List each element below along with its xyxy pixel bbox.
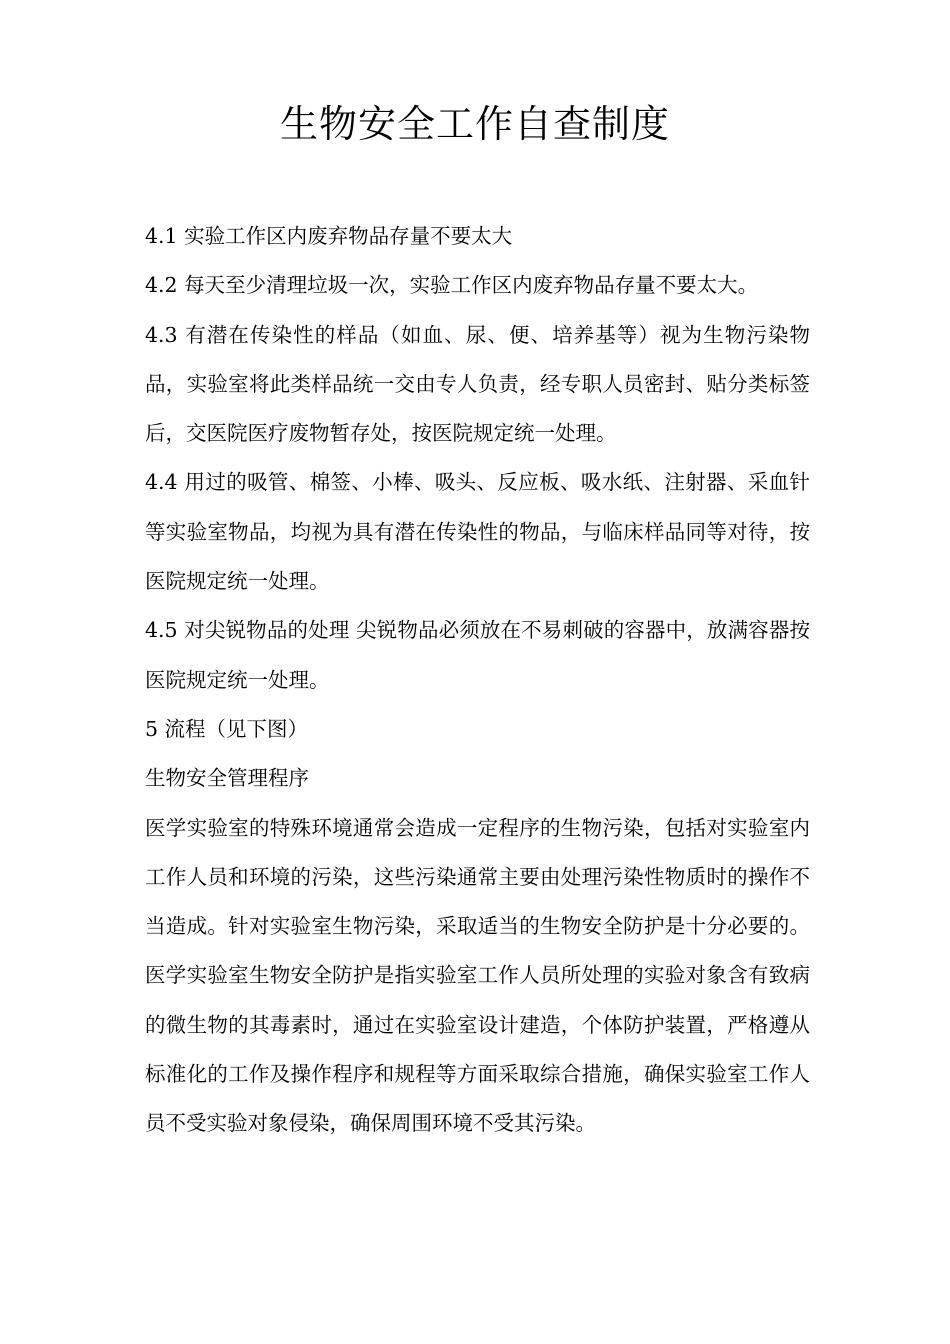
paragraph-4-1: 4.1 实验工作区内废弃物品存量不要太大 (145, 224, 513, 248)
paragraph-biosafety-description: 医学实验室的特殊环境通常会造成一定程序的生物污染，包括对实验室内工作人员和环境的污染，这些污染通常主要由处理污染性物质时的操作不当造成。针对实验室生物污染，采取适当的生物安全防护是十分必要的。 医学实验室生物安全防护是指实验室工作人员所处理的实验对象含有致病的微生物的其毒素时，通过在实验室设计建造，个体防护装置，严格遵从标准化的工作及操作程序和规程等方面采取综合措施，确保实验室工作人员不受实验对象侵染，确保周围环境不受其污染。 (145, 815, 810, 1136)
document-title: 生物安全工作自查制度 (279, 102, 670, 146)
paragraph-4-4: 4.4 用过的吸管、棉签、小棒、吸头、反应板、吸水纸、注射器、采血针等实验室物品，均视为具有潜在传染性的物品，与临床样品同等对待，按医院规定统一处理。 (145, 470, 810, 594)
section-heading-biosafety-procedure: 生物安全管理程序 (145, 766, 309, 791)
paragraph-4-2: 4.2 每天至少清理垃圾一次，实验工作区内废弃物品存量不要太大。 (145, 273, 759, 298)
paragraph-4-3: 4.3 有潜在传染性的样品（如血、尿、便、培养基等）视为生物污染物品，实验室将此类样品统一交由专人负责，经专职人员密封、贴分类标签后，交医院医疗废物暂存处，按医院规定统一处理。 (145, 322, 810, 446)
document-body (145, 212, 810, 1149)
paragraph-5-flow: 5 流程（见下图） (145, 716, 309, 741)
paragraph-4-5: 4.5 对尖锐物品的处理 尖锐物品必须放在不易刺破的容器中，放满容器按医院规定统一处理。 (145, 618, 810, 692)
